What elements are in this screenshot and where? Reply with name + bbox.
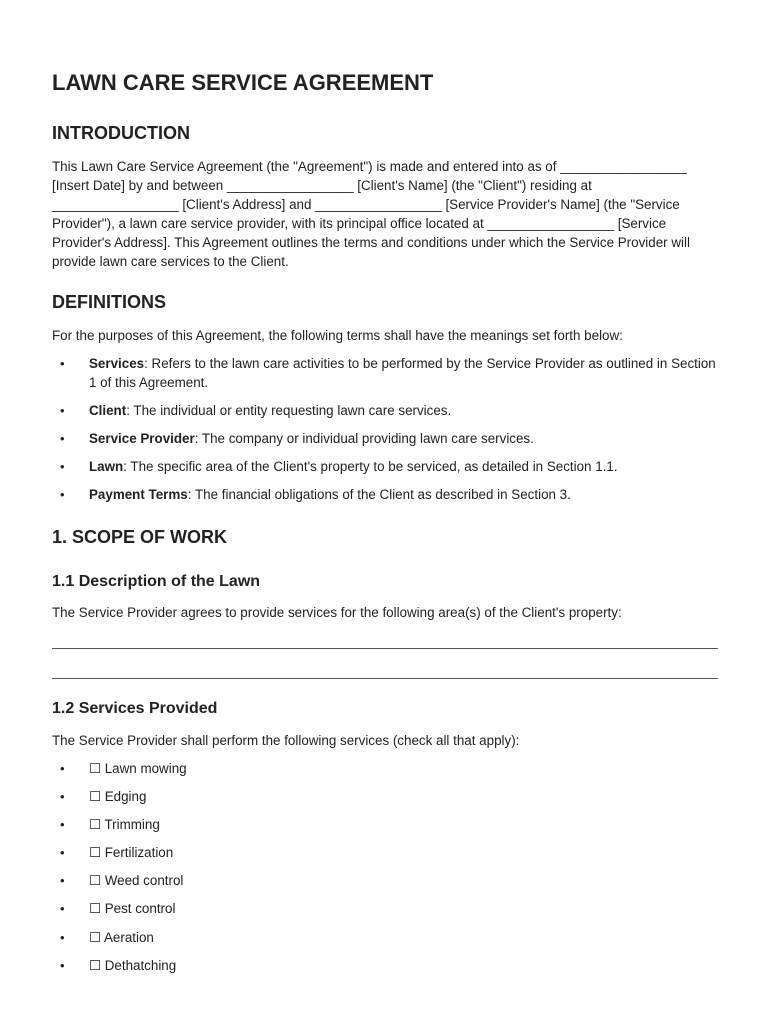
service-checkbox-item[interactable]: • ☐ Edging (52, 787, 722, 806)
service-checkbox-item[interactable]: • ☐ Pest control (52, 899, 722, 918)
services-provided-heading: 1.2 Services Provided (52, 700, 218, 717)
definition-text: : The company or individual providing lawn care services. (194, 431, 534, 446)
definition-text: : The individual or entity requesting lawn care services. (126, 403, 452, 418)
service-checkbox-item[interactable]: • ☐ Dethatching (52, 956, 722, 975)
service-checkbox-item[interactable]: • ☐ Aeration (52, 928, 722, 947)
service-checkbox-item[interactable]: • ☐ Weed control (52, 871, 722, 890)
lawn-description-heading: 1.1 Description of the Lawn (52, 573, 261, 590)
definition-text: : The specific area of the Client's property to be serviced, as detailed in Section 1.1. (123, 459, 618, 474)
definition-item (52, 354, 722, 392)
lawn-description-text: The Service Provider agrees to provide services for the following area(s) of the Client's property: (52, 605, 622, 620)
definitions-list (52, 354, 722, 513)
definition-item (52, 401, 722, 420)
definition-text: : Refers to the lawn care activities to be performed by the Service Provider as outlined in Section 1 of this Agreement. (89, 356, 716, 390)
definition-item (52, 485, 722, 504)
services-provided-text: The Service Provider shall perform the following services (check all that apply): (52, 733, 520, 748)
definition-item (52, 457, 722, 476)
definitions-intro: For the purposes of this Agreement, the following terms shall have the meanings set forth below: (52, 328, 623, 343)
document-title: LAWN CARE SERVICE AGREEMENT (52, 70, 434, 95)
definition-item (52, 429, 722, 448)
service-checkbox-item[interactable]: • ☐ Fertilization (52, 843, 722, 862)
services-checklist (52, 759, 722, 984)
service-checkbox-item[interactable]: • ☐ Lawn mowing (52, 759, 722, 778)
definition-term: Client (89, 403, 127, 418)
definition-text: : The financial obligations of the Client as described in Section 3. (187, 487, 571, 502)
definition-term: Services (89, 356, 145, 371)
service-checkbox-item[interactable]: • ☐ Trimming (52, 815, 722, 834)
fill-in-line[interactable] (52, 648, 718, 649)
fill-in-line[interactable] (52, 678, 718, 679)
definitions-heading: DEFINITIONS (52, 292, 167, 312)
definition-term: Payment Terms (89, 487, 188, 502)
definition-term: Service Provider (89, 431, 195, 446)
introduction-paragraph: This Lawn Care Service Agreement (the "Agreement") is made and entered into as of _________________ [Insert Date] by and between _________________ [Client's Name] (the "Client") residing at _________________ [Client's Address] and _________________ [Service Provider's Name] (the "Service Provider"), a lawn care service provider, with its principal office located at _________________ [Service Provider's Address]. This Agreement outlines the terms and conditions under which the Service Provider will provide lawn care services to the Client. (52, 159, 690, 269)
introduction-heading: INTRODUCTION (52, 123, 190, 143)
scope-heading: 1. SCOPE OF WORK (52, 527, 228, 547)
definition-term: Lawn (89, 459, 124, 474)
